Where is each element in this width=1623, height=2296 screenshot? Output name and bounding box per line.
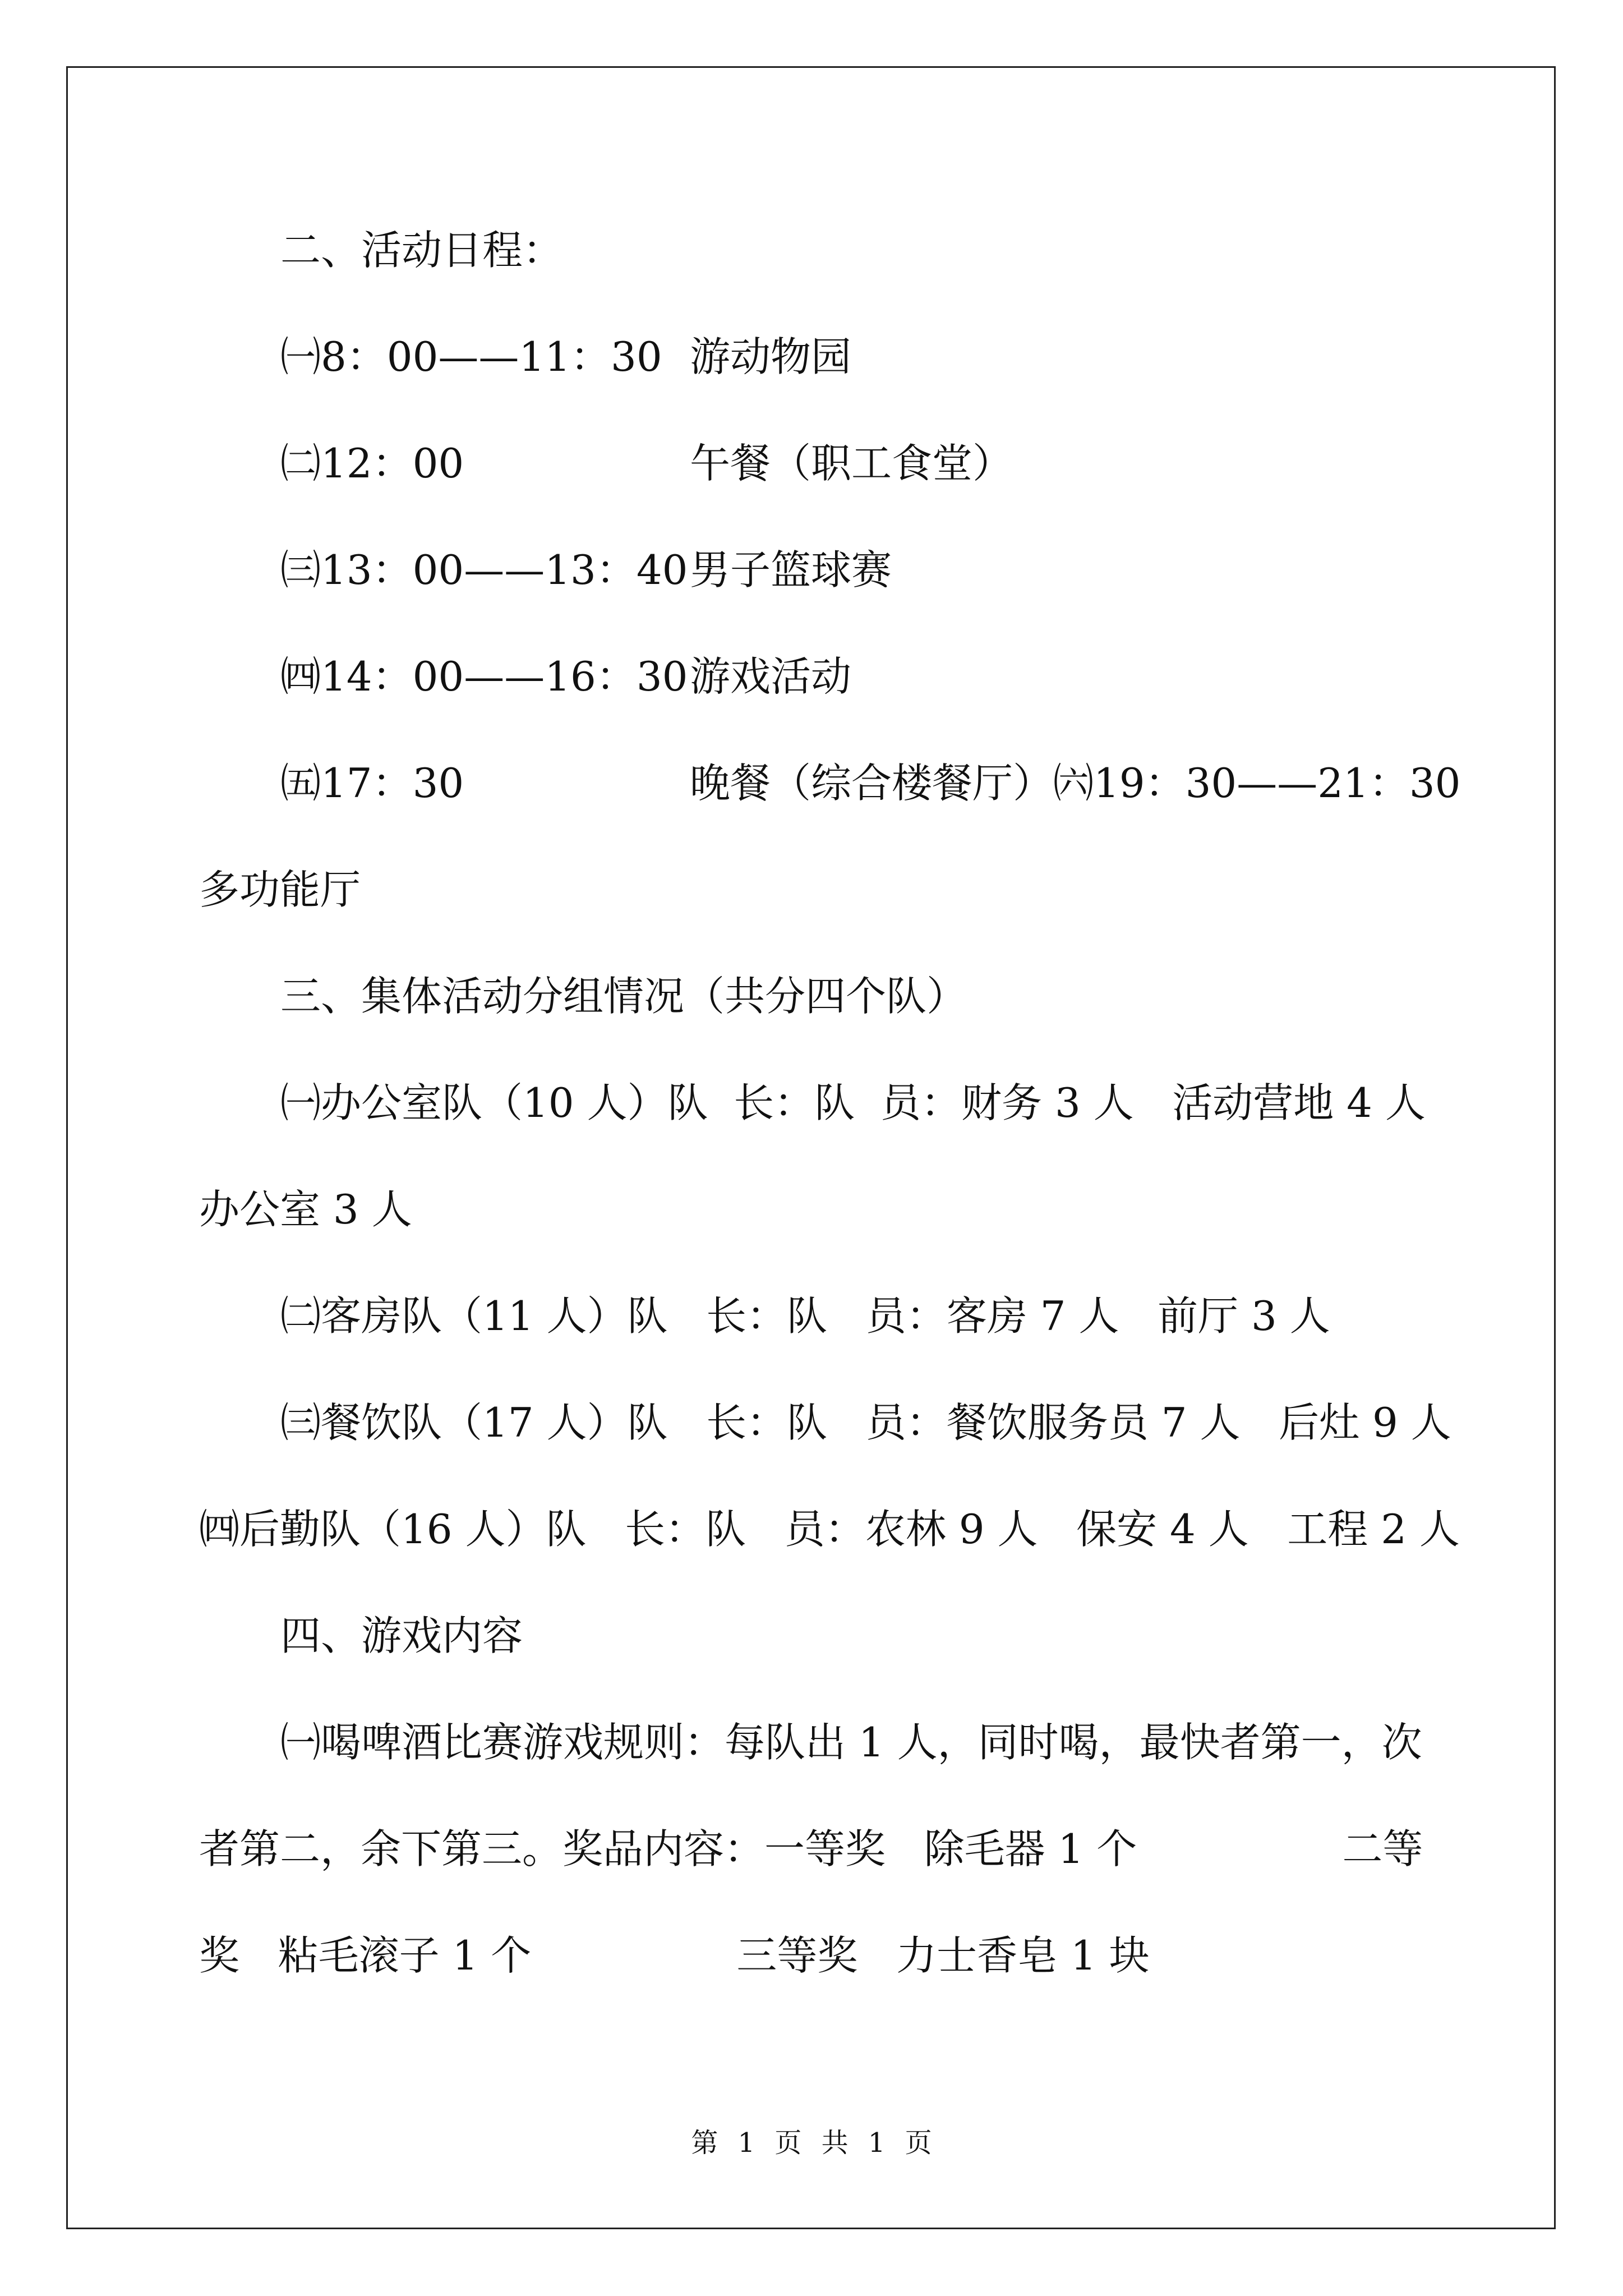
team3-line: ㈢餐饮队（17 人）队 长：队 员：餐饮服务员 7 人 后灶 9 人: [280, 1399, 1451, 1446]
game1-line2: 者第二，余下第三。奖品内容：一等奖 除毛器 1 个 二等: [199, 1825, 1423, 1872]
page-border: [66, 66, 1556, 2229]
team4-line: ㈣后勤队（16 人）队 长：队 员：农林 9 人 保安 4 人 工程 2 人: [199, 1506, 1460, 1553]
schedule-time-1: ㈠8：00——11：30: [280, 333, 662, 380]
schedule-event-1: 游动物园: [690, 333, 852, 380]
schedule-time-4: ㈣14：00——16：30: [280, 653, 688, 700]
game1-line3: 奖 粘毛滚子 1 个 三等奖 力士香皂 1 块: [199, 1932, 1150, 1979]
section4-heading: 四、游戏内容: [280, 1612, 523, 1659]
schedule-time-3: ㈢13：00——13：40: [280, 546, 688, 593]
section2-heading: 二、活动日程：: [280, 227, 564, 274]
schedule-event-5: 晚餐（综合楼餐厅）㈥19：30——21：30: [690, 760, 1461, 807]
schedule-event-4: 游戏活动: [690, 653, 852, 700]
team2-line: ㈡客房队（11 人）队 长：队 员：客房 7 人 前厅 3 人: [280, 1292, 1330, 1340]
schedule-event-3: 男子篮球赛: [690, 546, 892, 593]
schedule-event-2: 午餐（职工食堂）: [690, 440, 1013, 487]
game1-line1: ㈠喝啤酒比赛游戏规则：每队出 1 人，同时喝，最快者第一，次: [280, 1719, 1422, 1766]
schedule-wrap-line: 多功能厅: [199, 866, 361, 913]
team1-line1: ㈠办公室队（10 人）队 长：队 员：财务 3 人 活动营地 4 人: [280, 1079, 1426, 1126]
section3-heading: 三、集体活动分组情况（共分四个队）: [280, 973, 967, 1020]
schedule-time-5: ㈤17：30: [280, 760, 464, 807]
page-footer: 第 1 页 共 1 页: [691, 2127, 932, 2159]
team1-line2: 办公室 3 人: [199, 1186, 412, 1233]
schedule-time-2: ㈡12：00: [280, 440, 464, 487]
